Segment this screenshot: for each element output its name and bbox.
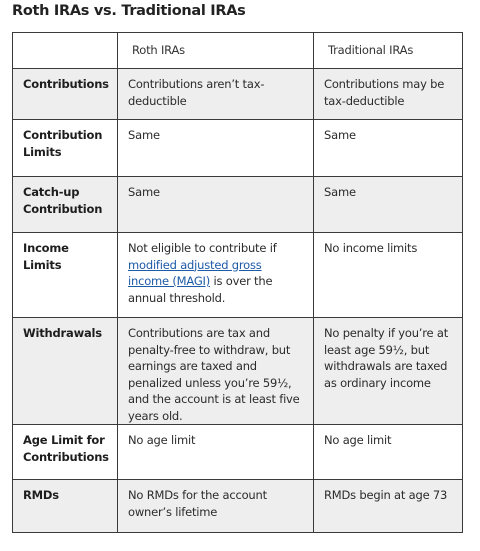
- comparison-table: [12, 32, 463, 533]
- cell-traditional-withdrawals: No penalty if you’re at least age 59½, but withdrawals are taxed as ordinary income: [314, 318, 463, 425]
- table-header-row: [13, 33, 463, 69]
- column-header-traditional: Traditional IRAs: [314, 33, 463, 69]
- cell-traditional-catch-up-contribution: Same: [314, 177, 463, 233]
- cell-roth-catch-up-contribution: Same: [118, 177, 314, 233]
- row-label-catch-up-contribution: Catch-up Contribution: [13, 177, 118, 233]
- cell-traditional-age-limit: No age limit: [314, 425, 463, 480]
- row-label-contribution-limits: Contribution Limits: [13, 120, 118, 177]
- income-limits-text-after: is over the annual threshold.: [128, 274, 273, 305]
- cell-roth-withdrawals: Contributions are tax and penalty-free to withdraw, but earnings are taxed and penalized unless you’re 59½, and the account is at least five years old.: [118, 318, 314, 425]
- magi-link[interactable]: modified adjusted gross income (MAGI): [128, 257, 262, 288]
- row-label-withdrawals: Withdrawals: [13, 318, 118, 425]
- table-row-catch-up-contribution: [13, 177, 463, 233]
- income-limits-text-before: Not eligible to contribute if: [128, 241, 277, 255]
- cell-traditional-contribution-limits: Same: [314, 120, 463, 177]
- row-label-age-limit: Age Limit for Contributions: [13, 425, 118, 480]
- table-row-income-limits: [13, 233, 463, 318]
- page-title: Roth IRAs vs. Traditional IRAs: [12, 3, 246, 19]
- table-row-contributions: [13, 69, 463, 120]
- cell-traditional-income-limits: No income limits: [314, 233, 463, 318]
- cell-roth-income-limits: [118, 233, 314, 318]
- cell-roth-age-limit: No age limit: [118, 425, 314, 480]
- table-row-rmds: [13, 480, 463, 533]
- row-label-contributions: Contributions: [13, 69, 118, 120]
- table-row-age-limit: [13, 425, 463, 480]
- cell-roth-contributions: Contributions aren’t tax-deductible: [118, 69, 314, 120]
- cell-traditional-contributions: Contributions may be tax-deductible: [314, 69, 463, 120]
- cell-traditional-rmds: RMDs begin at age 73: [314, 480, 463, 533]
- column-header-roth: Roth IRAs: [118, 33, 314, 69]
- row-label-income-limits: Income Limits: [13, 233, 118, 318]
- table-row-withdrawals: [13, 318, 463, 425]
- table-row-contribution-limits: [13, 120, 463, 177]
- row-label-rmds: RMDs: [13, 480, 118, 533]
- cell-roth-contribution-limits: Same: [118, 120, 314, 177]
- header-corner-cell: [13, 33, 118, 69]
- cell-roth-rmds: No RMDs for the account owner’s lifetime: [118, 480, 314, 533]
